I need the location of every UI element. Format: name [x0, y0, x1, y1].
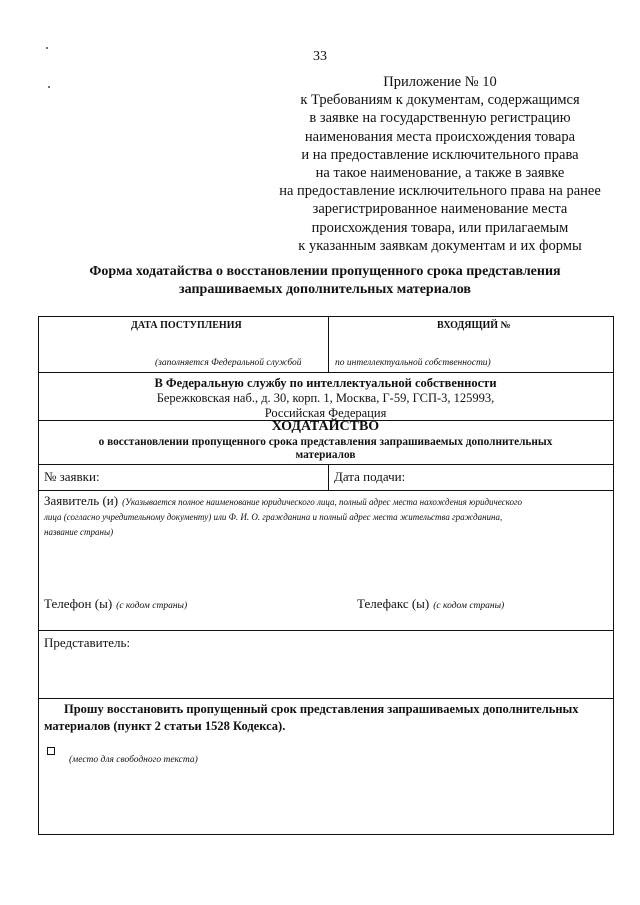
addressee-line1: В Федеральную службу по интеллектуальной собственности	[154, 376, 497, 390]
applicant-label: Заявитель (и)	[44, 493, 119, 508]
annex-line: к Требованиям к документам, содержащимся	[300, 92, 580, 109]
divider	[328, 317, 329, 372]
request-block	[44, 701, 610, 735]
addressee-block	[39, 376, 612, 421]
request-line2: материалов (пункт 2 статьи 1528 Кодекса).	[44, 719, 286, 733]
annex-line: в заявке на государственную регистрацию	[309, 110, 571, 127]
fax-field[interactable]	[357, 595, 504, 613]
petition-title: ХОДАТАЙСТВО	[271, 419, 380, 434]
applicant-hint-line3: название страны)	[44, 527, 114, 537]
page-number: 33	[313, 49, 327, 64]
annex-line: на такое наименование, а также в заявке	[315, 165, 565, 182]
petition-form	[38, 316, 614, 835]
addressee-line3: Российская Федерация	[264, 406, 387, 420]
form-title-line1: Форма ходатайства о восстановлении пропущенного срока представления	[89, 264, 561, 279]
applicant-block	[44, 493, 610, 540]
request-line1: Прошу восстановить пропущенный срок представления запрашиваемых дополнительных	[64, 702, 579, 716]
checkbox[interactable]	[47, 747, 55, 755]
phone-field[interactable]	[44, 595, 187, 613]
annex-line: происхождения товара, или прилагаемым	[311, 219, 569, 236]
scan-speck	[48, 86, 50, 88]
addressee-line2: Бережковская наб., д. 30, корп. 1, Москва, Г-59, ГСП-3, 125993,	[156, 391, 495, 405]
form-title	[40, 263, 610, 299]
filled-by-left: (заполняется Федеральной службой	[155, 358, 302, 368]
applicant-hint-line2: лица (согласно учредительному документу) или Ф. И. О. гражданина и полный адрес места жительства гражданина,	[44, 512, 503, 522]
form-title-line2: запрашиваемых дополнительных материалов	[179, 282, 471, 297]
divider	[39, 698, 613, 699]
applicant-hint-line1: (Указывается полное наименование юридического лица, полный адрес места нахождения юридического	[122, 497, 523, 507]
divider	[39, 464, 613, 465]
petition-subtitle-line1: о восстановлении пропущенного срока представления запрашиваемых дополнительных	[98, 436, 553, 448]
divider	[328, 464, 329, 490]
annex-line: к указанным заявкам документам и их формы	[298, 237, 582, 254]
divider	[39, 630, 613, 631]
incoming-no-label: ВХОДЯЩИЙ №	[437, 320, 511, 331]
annex-line: на предоставление исключительного права на ранее	[279, 183, 601, 200]
annex-line: наименования места происхождения товара	[304, 128, 576, 145]
application-no-label: № заявки:	[44, 469, 100, 484]
submission-date-label: Дата подачи:	[334, 469, 406, 484]
divider	[39, 372, 613, 373]
annex-line: Приложение № 10	[383, 74, 497, 90]
fax-label: Телефакс (ы)	[357, 596, 430, 611]
phone-label: Телефон (ы)	[44, 596, 113, 611]
petition-subtitle	[49, 436, 602, 462]
divider	[39, 490, 613, 491]
annex-line: зарегистрированное наименование места	[312, 201, 568, 218]
petition-subtitle-line2: материалов	[295, 449, 356, 461]
phone-hint: (с кодом страны)	[116, 601, 188, 611]
annex-header	[255, 73, 625, 255]
fax-hint: (с кодом страны)	[433, 601, 505, 611]
receipt-date-label: ДАТА ПОСТУПЛЕНИЯ	[131, 320, 242, 331]
free-text-hint: (место для свободного текста)	[69, 755, 198, 765]
filled-by-right: по интеллектуальной собственности)	[335, 358, 491, 368]
annex-line: и на предоставление исключительного права	[301, 146, 579, 163]
representative-label: Представитель:	[44, 635, 131, 650]
